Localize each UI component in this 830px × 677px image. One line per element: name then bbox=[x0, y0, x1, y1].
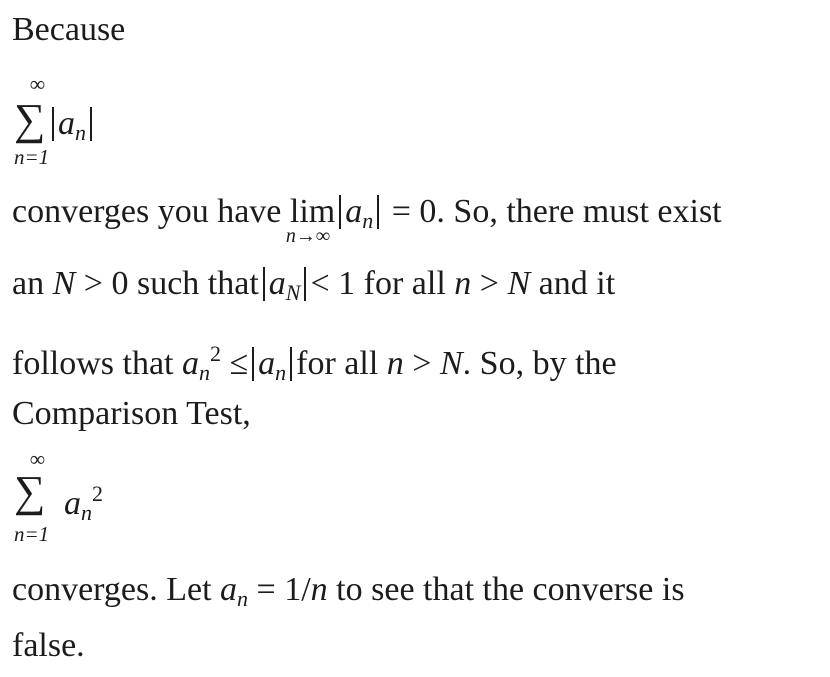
text-line-5: converges. Let $a_n = 1/n$ to see that the converse is bbox=[12, 571, 685, 611]
text-line-3: follows that $a_n^2 \le a_n$ for all n > N. So, by the bbox=[12, 341, 617, 385]
text-line-6: false. bbox=[12, 627, 85, 664]
sigma-symbol: ∑ bbox=[14, 95, 46, 144]
sum-upper-limit: ∞ bbox=[30, 72, 45, 96]
text-line-4: Comparison Test, bbox=[12, 395, 251, 432]
sum2-upper-limit: ∞ bbox=[30, 447, 45, 471]
sigma-symbol-2: ∑ bbox=[14, 467, 46, 516]
limit-expression: lim n→∞ bbox=[285, 193, 336, 247]
text-line-1: converges you have lim n→∞ $a_n = 0$. So, there must exist bbox=[12, 193, 722, 247]
intro-text: Because bbox=[12, 11, 126, 48]
text-line-2: an N > 0 such that $a_N < 1$ for all n > N and it bbox=[12, 265, 616, 305]
sum2-lower-limit: n=1 bbox=[14, 522, 50, 546]
series-term: $a_n$ bbox=[48, 104, 96, 153]
series2-term: $a_n^2$ bbox=[64, 481, 103, 525]
sum-lower-limit: n=1 bbox=[14, 145, 50, 169]
